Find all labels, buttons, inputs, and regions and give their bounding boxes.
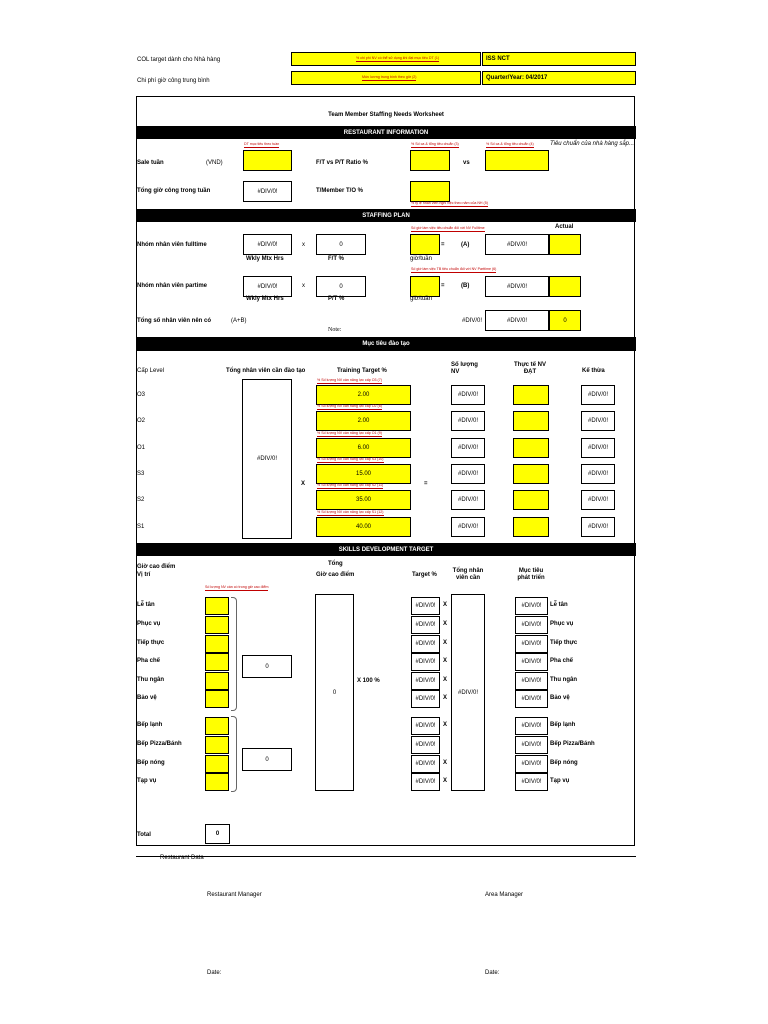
skill-peak-input[interactable] bbox=[205, 635, 229, 653]
boh-brace bbox=[231, 716, 237, 792]
skill-target-pct: #DIV/0! bbox=[411, 736, 440, 754]
training-successor: #DIV/0! bbox=[581, 517, 615, 537]
skill-multiply: X bbox=[443, 677, 448, 683]
skill-dev-target: #DIV/0! bbox=[515, 653, 548, 671]
training-target-input[interactable]: 35.00 bbox=[316, 490, 411, 510]
col-actual: Thực tế NV ĐẠT bbox=[513, 362, 546, 375]
skill-target-pct: #DIV/0! bbox=[411, 653, 440, 671]
training-multiply: X bbox=[301, 481, 306, 487]
col-position: Vị trí bbox=[137, 572, 151, 578]
skill-dev-target: #DIV/0! bbox=[515, 773, 548, 791]
skill-position-right: Bếp lạnh bbox=[550, 722, 576, 728]
x100-label: X 100 % bbox=[357, 678, 380, 684]
boh-sum: 0 bbox=[242, 748, 292, 771]
actual-label: Actual bbox=[555, 224, 574, 230]
total-hours-value: #DIV/0! bbox=[243, 181, 292, 202]
skill-peak-input[interactable] bbox=[205, 690, 229, 708]
training-level: O2 bbox=[137, 418, 146, 424]
skill-position-right: Bảo vệ bbox=[550, 695, 570, 701]
training-level: S2 bbox=[137, 497, 145, 503]
skill-target-pct: #DIV/0! bbox=[411, 755, 440, 773]
skills-bar: SKILLS DEVELOPMENT TARGET bbox=[136, 543, 636, 556]
std-note: % Số ca & tổng tiêu chuẩn (4) bbox=[486, 142, 534, 146]
skill-multiply: X bbox=[443, 602, 448, 608]
skill-target-pct: #DIV/0! bbox=[411, 635, 440, 653]
col-level: Cấp Level bbox=[137, 368, 165, 374]
ft-pct-value: 0 bbox=[316, 234, 366, 255]
wkly-mtx-hrs-2: Wkly Mtx Hrs bbox=[246, 296, 284, 302]
total-label: Total bbox=[137, 832, 151, 838]
skill-dev-target: #DIV/0! bbox=[515, 755, 548, 773]
skill-position-right: Bếp nóng bbox=[550, 760, 578, 766]
skill-multiply: X bbox=[443, 778, 448, 784]
skill-multiply: X bbox=[443, 695, 448, 701]
training-note: % Số lượng NV cần năng lực cấp S2 (11) bbox=[317, 483, 384, 487]
skill-target-pct: #DIV/0! bbox=[411, 672, 440, 690]
training-count: #DIV/0! bbox=[451, 490, 485, 510]
col-count: Số lượng NV bbox=[451, 362, 478, 375]
col-target-note: % chi phí NV có thể sử dụng khi đạt mục tiêu DT (1) bbox=[356, 56, 440, 60]
skill-dev-target: #DIV/0! bbox=[515, 717, 548, 735]
total-value: 0 bbox=[205, 824, 230, 844]
date-right: Date: bbox=[485, 970, 500, 976]
training-successor: #DIV/0! bbox=[581, 411, 615, 431]
ab-label: (A+B) bbox=[231, 318, 247, 324]
col-total-train: Tổng nhân viên cần đào tạo bbox=[226, 368, 306, 374]
hours-week-1: giờ/tuần bbox=[410, 256, 432, 262]
skill-target-pct: #DIV/0! bbox=[411, 616, 440, 634]
foh-brace bbox=[231, 597, 237, 711]
col-target-pct: Target % bbox=[412, 572, 437, 578]
skill-position: Tiếp thực bbox=[137, 640, 165, 646]
skill-position: Lễ tân bbox=[137, 602, 155, 608]
skill-peak-input[interactable] bbox=[205, 773, 229, 791]
skill-dev-target: #DIV/0! bbox=[515, 616, 548, 634]
training-actual-input[interactable] bbox=[513, 490, 549, 510]
skill-position: Pha chế bbox=[137, 658, 161, 664]
ft-actual-input[interactable] bbox=[549, 234, 581, 255]
pt-value: #DIV/0! bbox=[243, 276, 292, 297]
avg-labor-cost-note: Mức lương trung bình theo giờ (2) bbox=[362, 75, 417, 79]
training-successor: #DIV/0! bbox=[581, 385, 615, 405]
quarter-year[interactable]: Quarter/Year: 04/2017 bbox=[482, 71, 636, 85]
training-level: S1 bbox=[137, 524, 145, 530]
sales-unit: (VND) bbox=[206, 160, 223, 166]
ft-pt-note: % Số ca & tổng tiêu chuẩn (3) bbox=[411, 142, 459, 146]
training-actual-input[interactable] bbox=[513, 464, 549, 484]
skill-peak-input[interactable] bbox=[205, 672, 229, 690]
restaurant-manager: Restaurant Manager bbox=[207, 892, 262, 898]
total-hours-label: Tổng giờ công trong tuần bbox=[137, 188, 211, 194]
col-training-target: Training Target % bbox=[337, 368, 387, 374]
ft-multiply: x bbox=[302, 242, 305, 248]
skill-multiply: X bbox=[443, 658, 448, 664]
std-text: Tiêu chuẩn của nhà hàng sắp... bbox=[550, 141, 635, 147]
peak-note: Số lượng NV cần có trong giờ cao điểm bbox=[205, 585, 269, 589]
skill-peak-input[interactable] bbox=[205, 717, 229, 735]
skill-position: Bảo vệ bbox=[137, 695, 157, 701]
total-staff-yellow[interactable]: 0 bbox=[549, 310, 581, 331]
sales-input[interactable] bbox=[243, 150, 292, 171]
skill-position-right: Pha chế bbox=[550, 658, 574, 664]
training-total: #DIV/0! bbox=[242, 379, 292, 539]
worksheet-title: Team Member Staffing Needs Worksheet bbox=[328, 112, 444, 118]
col-successor: Kế thừa bbox=[582, 368, 605, 374]
area-manager: Area Manager bbox=[485, 892, 524, 898]
skill-position: Bếp Pizza/Bánh bbox=[137, 741, 182, 747]
training-count: #DIV/0! bbox=[451, 411, 485, 431]
skill-target-pct: #DIV/0! bbox=[411, 717, 440, 735]
skill-position: Tạp vụ bbox=[137, 778, 157, 784]
pt-pct-value: 0 bbox=[316, 276, 366, 297]
col-total-peak-2: Giờ cao điểm bbox=[316, 572, 355, 578]
training-note: % Số lượng NV cần năng lực cấp O1 (9) bbox=[317, 431, 382, 435]
turnover-note: % tỷ lệ nhân viên nghỉ việc theo năm của NH (5) bbox=[411, 201, 488, 205]
skill-position-right: Phục vụ bbox=[550, 621, 574, 627]
ft-pt-ratio-label: F/T vs P/T Ratio % bbox=[316, 160, 369, 166]
col-total-staff: Tổng nhân viên cần bbox=[452, 568, 484, 581]
training-actual-input[interactable] bbox=[513, 517, 549, 537]
sales-note: DT mục tiêu theo tuần bbox=[244, 142, 280, 146]
training-count: #DIV/0! bbox=[451, 438, 485, 458]
training-target-input[interactable]: 6.00 bbox=[316, 438, 411, 458]
training-target-input[interactable]: 2.00 bbox=[316, 411, 411, 431]
training-target-input[interactable]: 2.00 bbox=[316, 385, 411, 405]
skill-multiply: X bbox=[443, 621, 448, 627]
training-successor: #DIV/0! bbox=[581, 490, 615, 510]
col-dev-target: Mục tiêu phát triển bbox=[517, 568, 545, 581]
ft-pct-label: F/T % bbox=[328, 256, 344, 262]
pt-actual: #DIV/0! bbox=[485, 276, 549, 297]
training-actual-input[interactable] bbox=[513, 385, 549, 405]
skill-dev-target: #DIV/0! bbox=[515, 635, 548, 653]
training-equals: = bbox=[424, 481, 428, 487]
skill-dev-target: #DIV/0! bbox=[515, 597, 548, 615]
skills-total-staff: #DIV/0! bbox=[451, 594, 485, 791]
ft-actual: #DIV/0! bbox=[485, 234, 549, 255]
foh-sum: 0 bbox=[242, 655, 292, 678]
b-label: (B) bbox=[461, 283, 470, 289]
training-level: O3 bbox=[137, 392, 146, 398]
date-left: Date: bbox=[207, 970, 222, 976]
pt-hours-note: Số giờ làm việc TB tiêu chuẩn đối với NV Parttime (6) bbox=[411, 267, 497, 271]
training-count: #DIV/0! bbox=[451, 385, 485, 405]
skill-dev-target: #DIV/0! bbox=[515, 736, 548, 754]
skill-peak-input[interactable] bbox=[205, 736, 229, 754]
training-successor: #DIV/0! bbox=[581, 438, 615, 458]
training-note: % Số lượng NV cần năng lực cấp O3 (7) bbox=[317, 378, 382, 382]
col-target-label: COL target dành cho Nhà hàng bbox=[137, 57, 221, 63]
skill-peak-input[interactable] bbox=[205, 616, 229, 634]
skill-position-right: Thu ngân bbox=[550, 677, 577, 683]
col-peak-hours: Giờ cao điểm bbox=[137, 564, 176, 570]
staffing-plan-bar: STAFFING PLAN bbox=[136, 209, 636, 222]
training-note: % Số lượng NV cần năng lực cấp S3 (10) bbox=[317, 457, 384, 461]
training-target-input[interactable]: 40.00 bbox=[316, 517, 411, 537]
ft-value: #DIV/0! bbox=[243, 234, 292, 255]
training-count: #DIV/0! bbox=[451, 517, 485, 537]
skill-multiply: X bbox=[443, 760, 448, 766]
restaurant-information-bar: RESTAURANT INFORMATION bbox=[136, 126, 636, 139]
pt-multiply: x bbox=[302, 283, 305, 289]
skill-dev-target: #DIV/0! bbox=[515, 690, 548, 708]
store-name[interactable]: ISS NCT bbox=[482, 52, 636, 66]
training-successor: #DIV/0! bbox=[581, 464, 615, 484]
skill-position-right: Tạp vụ bbox=[550, 778, 570, 784]
skill-target-pct: #DIV/0! bbox=[411, 773, 440, 791]
skill-target-pct: #DIV/0! bbox=[411, 690, 440, 708]
turnover-input[interactable] bbox=[410, 181, 450, 202]
pt-equals: = bbox=[441, 283, 445, 289]
a-label: (A) bbox=[461, 242, 470, 248]
skill-position-right: Bếp Pizza/Bánh bbox=[550, 741, 595, 747]
training-note: % Số lượng NV cần năng lực cấp O2 (8) bbox=[317, 404, 382, 408]
total-staff-label: Tổng số nhân viên nên có bbox=[137, 318, 212, 324]
training-actual-input[interactable] bbox=[513, 438, 549, 458]
skill-peak-input[interactable] bbox=[205, 597, 229, 615]
skill-dev-target: #DIV/0! bbox=[515, 672, 548, 690]
skill-target-pct: #DIV/0! bbox=[411, 597, 440, 615]
training-level: O1 bbox=[137, 445, 146, 451]
avg-labor-cost-label: Chi phí giờ công trung bình bbox=[137, 78, 210, 84]
skill-peak-input[interactable] bbox=[205, 653, 229, 671]
total-peak: 0 bbox=[315, 594, 354, 791]
pt-hours-input[interactable] bbox=[410, 276, 440, 297]
skill-position-right: Lễ tân bbox=[550, 602, 568, 608]
turnover-label: T/Member T/O % bbox=[316, 188, 364, 194]
vs-label: vs bbox=[463, 160, 470, 166]
ft-ratio-input[interactable] bbox=[410, 150, 450, 171]
training-count: #DIV/0! bbox=[451, 464, 485, 484]
total-staff-value: #DIV/0! bbox=[462, 318, 483, 324]
skill-position: Thu ngân bbox=[137, 677, 164, 683]
skill-position: Phục vụ bbox=[137, 621, 161, 627]
skill-position: Bếp nóng bbox=[137, 760, 165, 766]
pt-ratio-input[interactable] bbox=[485, 150, 549, 171]
ft-group-label: Nhóm nhân viên fulltime bbox=[137, 242, 207, 248]
skill-position: Bếp lạnh bbox=[137, 722, 163, 728]
skill-peak-input[interactable] bbox=[205, 755, 229, 773]
total-staff-actual: #DIV/0! bbox=[485, 310, 549, 331]
training-bar: Mục tiêu đào tạo bbox=[136, 337, 636, 351]
skill-multiply: X bbox=[443, 640, 448, 646]
sales-label: Sale tuần bbox=[137, 160, 164, 166]
pt-pct-label: P/T % bbox=[328, 296, 345, 302]
training-target-input[interactable]: 15.00 bbox=[316, 464, 411, 484]
pt-group-label: Nhóm nhân viên partime bbox=[137, 283, 208, 289]
col-total-peak-1: Tổng bbox=[328, 561, 343, 567]
hours-week-2: giờ/tuần bbox=[410, 296, 432, 302]
ft-hours-note: Số giờ làm việc tiêu chuẩn đối với NV Fulltime bbox=[411, 226, 485, 230]
skill-position-right: Tiếp thực bbox=[550, 640, 578, 646]
ft-hours-input[interactable] bbox=[410, 234, 440, 255]
note-label: Note: bbox=[328, 327, 342, 333]
pt-actual-input[interactable] bbox=[549, 276, 581, 297]
wkly-mtx-hrs-1: Wkly Mtx Hrs bbox=[246, 256, 284, 262]
restaurant-data: Restaurant Data bbox=[160, 855, 204, 861]
ft-equals: = bbox=[441, 242, 445, 248]
training-actual-input[interactable] bbox=[513, 411, 549, 431]
training-note: % Số lượng NV cần năng lực cấp S1 (12) bbox=[317, 510, 384, 514]
training-level: S3 bbox=[137, 471, 145, 477]
footer-line bbox=[136, 856, 636, 857]
skill-multiply: X bbox=[443, 722, 448, 728]
